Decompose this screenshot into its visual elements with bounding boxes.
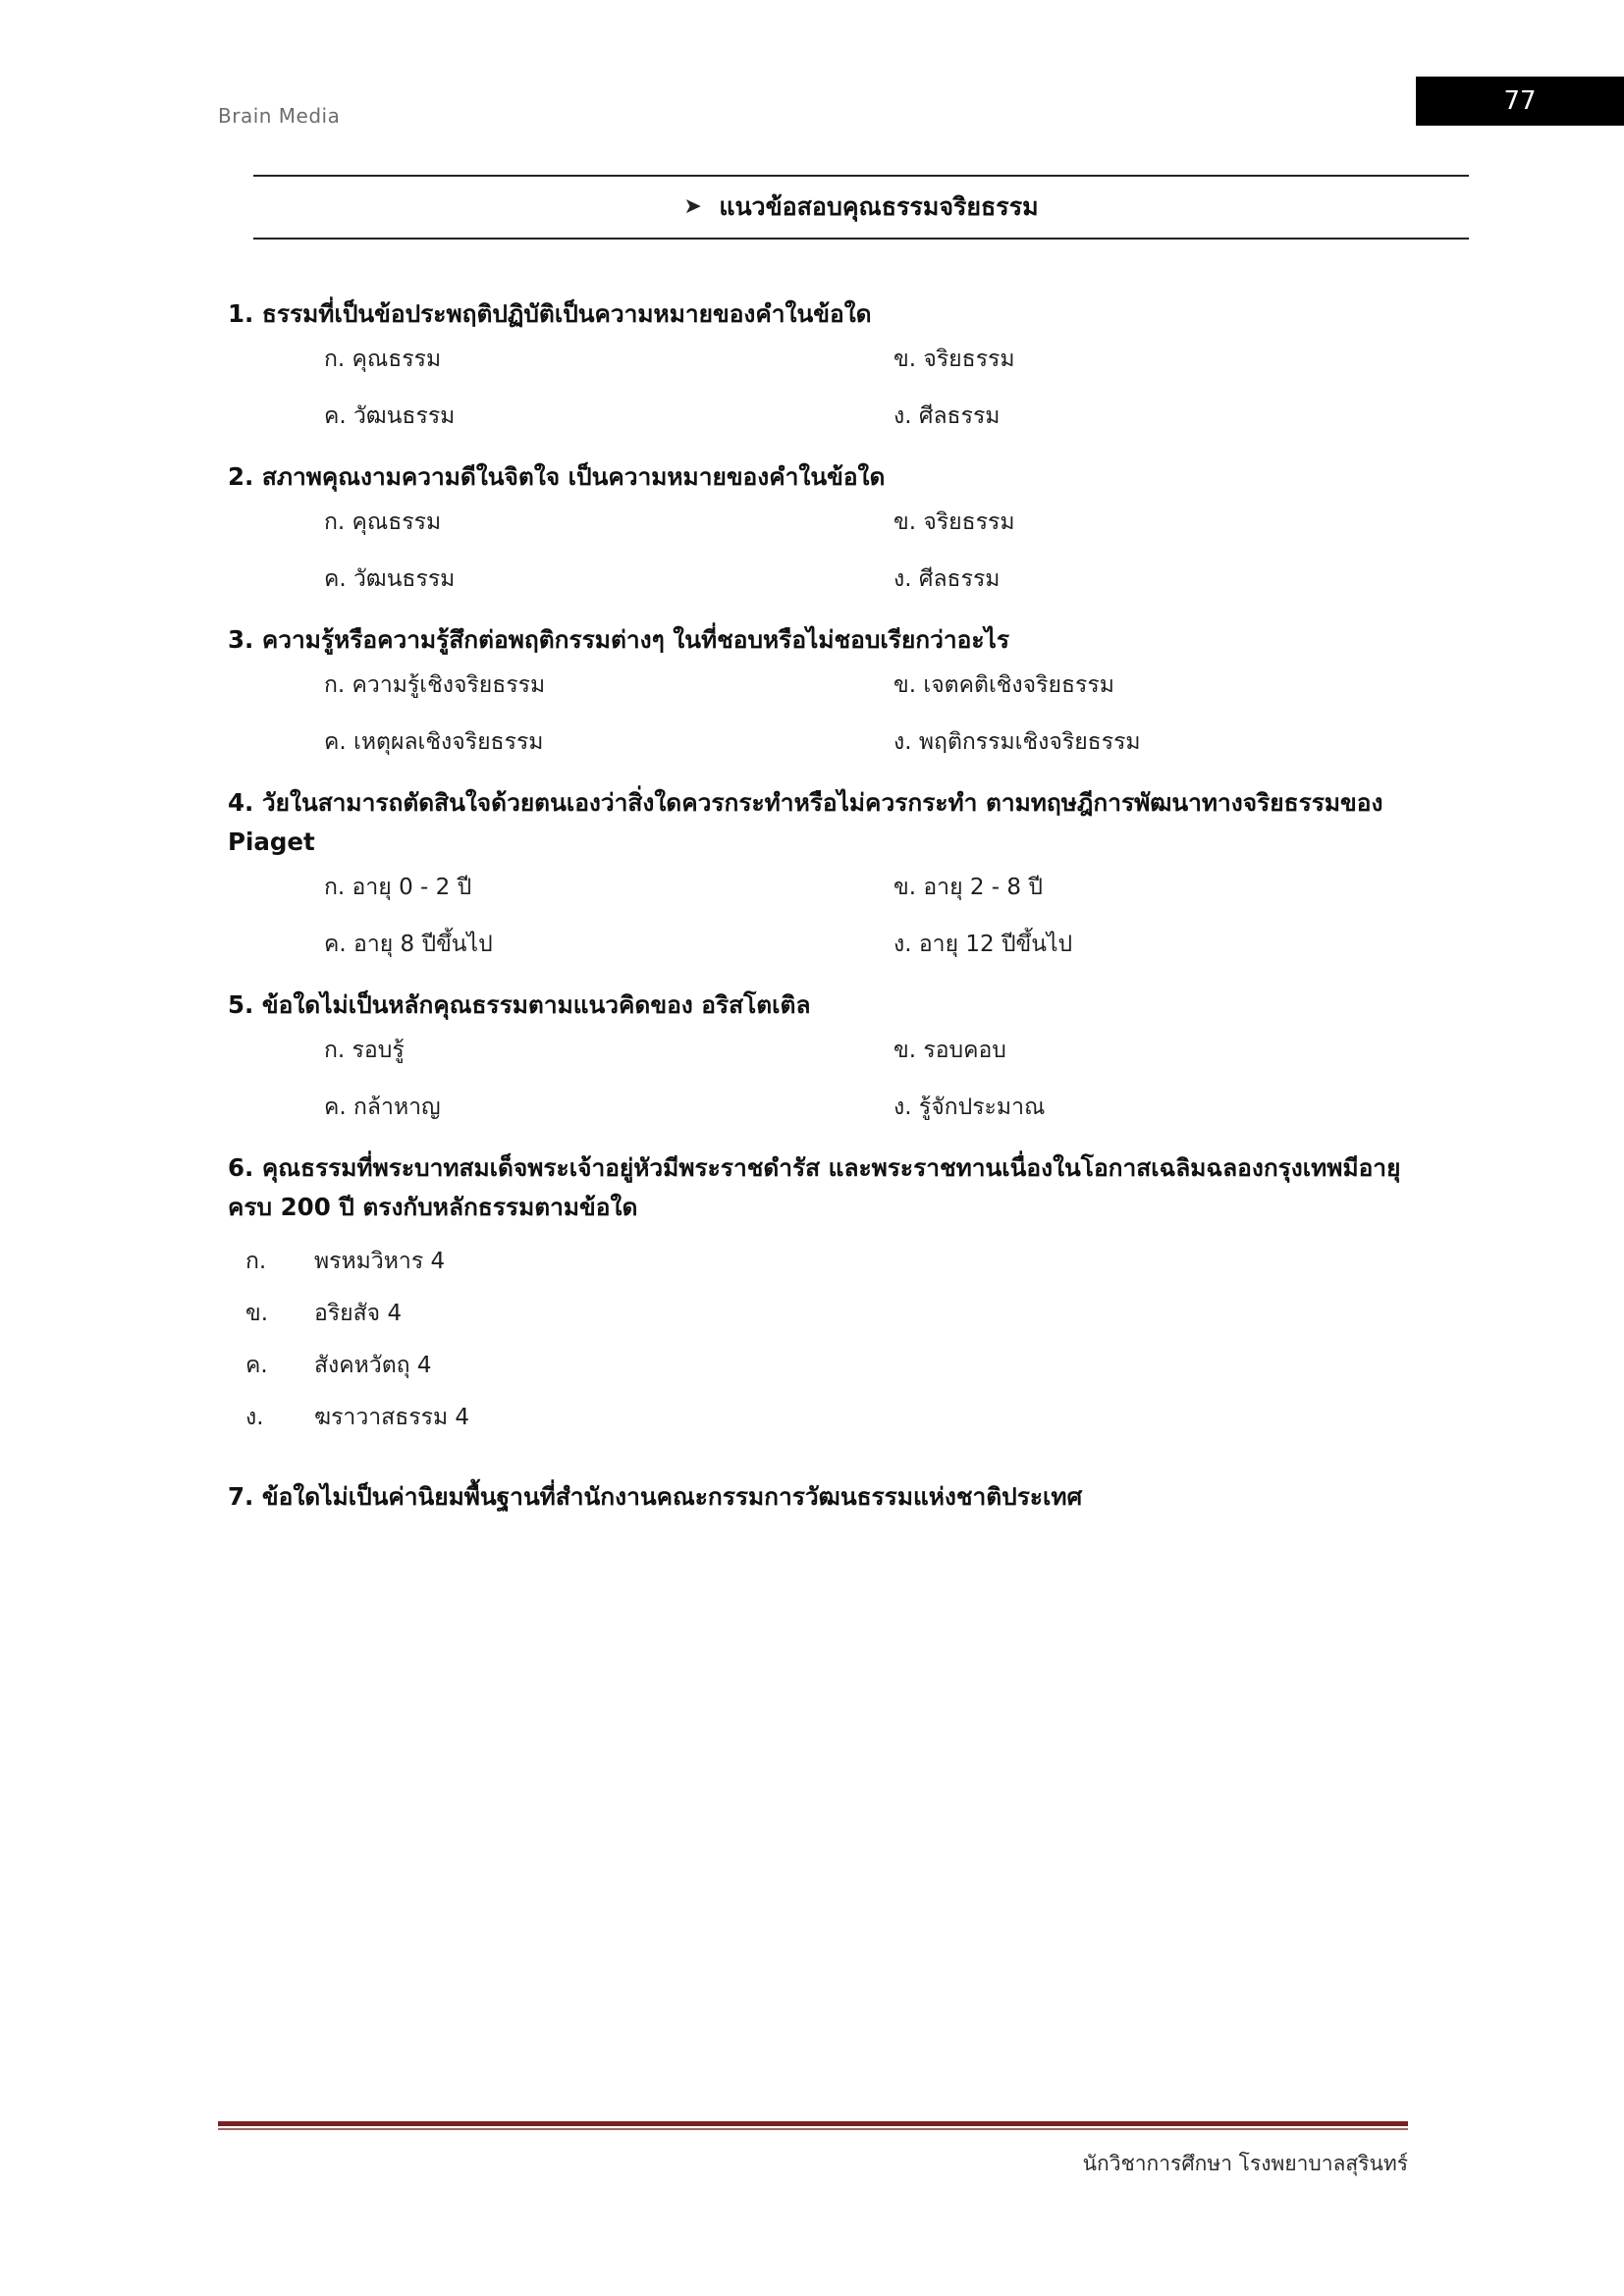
choice-option[interactable]: ข. อายุ 2 - 8 ปี [893, 874, 1043, 900]
choice-label: ค. [245, 1353, 268, 1379]
brand-label: Brain Media [218, 104, 341, 128]
choice-option[interactable]: ง. อายุ 12 ปีขึ้นไป [893, 931, 1073, 957]
page-title: แนวข้อสอบคุณธรรมจริยธรรม [719, 192, 1039, 221]
page-number-badge: 77 [1416, 77, 1624, 126]
choice-row[interactable] [245, 1244, 1624, 1279]
choice-option[interactable]: ข. จริยธรรม [893, 346, 1015, 372]
question-list [0, 294, 1624, 1524]
choice-label: ง. [245, 1405, 264, 1431]
section-title-block [253, 175, 1469, 240]
choice-label: ข. [245, 1301, 269, 1327]
choice-option[interactable]: ข. รอบคอบ [893, 1037, 1006, 1063]
choice-option[interactable]: ง. รู้จักประมาณ [893, 1094, 1046, 1120]
choice-option[interactable]: ก. คุณธรรม [324, 346, 442, 372]
choice-group [0, 344, 1624, 432]
title-row [253, 177, 1469, 238]
choice-option[interactable]: ค. อายุ 8 ปีขึ้นไป [324, 931, 493, 957]
spacer [0, 1452, 1624, 1477]
choice-row [0, 563, 1624, 595]
choice-row[interactable] [245, 1296, 1624, 1331]
question-text: 5. ข้อใดไม่เป็นหลักคุณธรรมตามแนวคิดของ อริสโตเติล [228, 989, 811, 1019]
question-text: 4. วัยในสามารถตัดสินใจด้วยตนเองว่าสิ่งใดควรกระทำหรือไม่ควรกระทำ ตามทฤษฎีการพัฒนาทางจริยธรรมของ Piaget [228, 788, 1383, 856]
choice-option: ฆราวาสธรรม 4 [314, 1405, 470, 1431]
choice-option[interactable]: ก. ความรู้เชิงจริยธรรม [324, 671, 546, 698]
choice-option[interactable]: ค. กล้าหาญ [324, 1094, 441, 1120]
choice-row [0, 1035, 1624, 1066]
choice-option: สังคหวัตถุ 4 [314, 1353, 432, 1379]
question-item [0, 1148, 1624, 1435]
question-item [0, 294, 1624, 432]
choice-option[interactable]: ค. วัฒนธรรม [324, 565, 456, 592]
choice-group [0, 872, 1624, 960]
choice-option[interactable]: ค. เหตุผลเชิงจริยธรรม [324, 729, 544, 755]
choice-option[interactable]: ก. อายุ 0 - 2 ปี [324, 874, 472, 900]
choice-row [0, 400, 1624, 432]
choice-row [0, 929, 1624, 960]
question-item [0, 1477, 1624, 1517]
choice-row[interactable] [245, 1400, 1624, 1435]
choice-row [0, 1092, 1624, 1123]
choice-group [0, 1035, 1624, 1123]
question-text: 3. ความรู้หรือความรู้สึกต่อพฤติกรรมต่างๆ ในที่ชอบหรือไม่ชอบเรียกว่าอะไร [228, 625, 1009, 655]
arrow-bullet-icon: ➤ [683, 194, 702, 219]
question-item [0, 457, 1624, 595]
question-text: 6. คุณธรรมที่พระบาทสมเด็จพระเจ้าอยู่หัวมีพระราชดำรัส และพระราชทานเนื่องในโอกาสเฉลิมฉลองกรุงเทพมีอายุครบ 200 ปี ตรงกับหลักธรรมตามข้อใด [228, 1153, 1401, 1221]
page-header [0, 67, 1624, 126]
choice-option[interactable]: ง. พฤติกรรมเชิงจริยธรรม [893, 729, 1141, 755]
choice-group [0, 1244, 1624, 1435]
choice-option[interactable]: ข. จริยธรรม [893, 508, 1015, 535]
choice-row [0, 669, 1624, 701]
choice-label: ก. [245, 1249, 267, 1275]
choice-row[interactable] [245, 1348, 1624, 1383]
choice-option[interactable]: ง. ศีลธรรม [893, 565, 1001, 592]
footer-text: นักวิชาการศึกษา โรงพยาบาลสุรินทร์ [1082, 2152, 1408, 2175]
choice-option[interactable]: ก. รอบรู้ [324, 1037, 405, 1063]
footer-rule-thick [218, 2121, 1408, 2126]
question-item [0, 783, 1624, 960]
page-footer [218, 2121, 1408, 2180]
question-item [0, 620, 1624, 758]
choice-option[interactable]: ค. วัฒนธรรม [324, 402, 456, 429]
choice-option: พรหมวิหาร 4 [314, 1249, 446, 1275]
question-item [0, 986, 1624, 1123]
question-text: 1. ธรรมที่เป็นข้อประพฤติปฏิบัติเป็นความหมายของคำในข้อใด [228, 299, 872, 328]
choice-group [0, 507, 1624, 595]
choice-row [0, 507, 1624, 538]
choice-option[interactable]: ก. คุณธรรม [324, 508, 442, 535]
footer-rule-thin [218, 2128, 1408, 2130]
choice-option[interactable]: ง. ศีลธรรม [893, 402, 1001, 429]
question-text: 7. ข้อใดไม่เป็นค่านิยมพื้นฐานที่สำนักงานคณะกรรมการวัฒนธรรมแห่งชาติประเทศ [228, 1482, 1083, 1512]
title-rule-bottom [253, 238, 1469, 240]
choice-row [0, 344, 1624, 375]
choice-row [0, 872, 1624, 903]
choice-option[interactable]: ข. เจตคติเชิงจริยธรรม [893, 671, 1114, 698]
choice-group [0, 669, 1624, 758]
choice-row [0, 726, 1624, 758]
choice-option: อริยสัจ 4 [314, 1301, 403, 1327]
question-text: 2. สภาพคุณงามความดีในจิตใจ เป็นความหมายของคำในข้อใด [228, 462, 886, 492]
